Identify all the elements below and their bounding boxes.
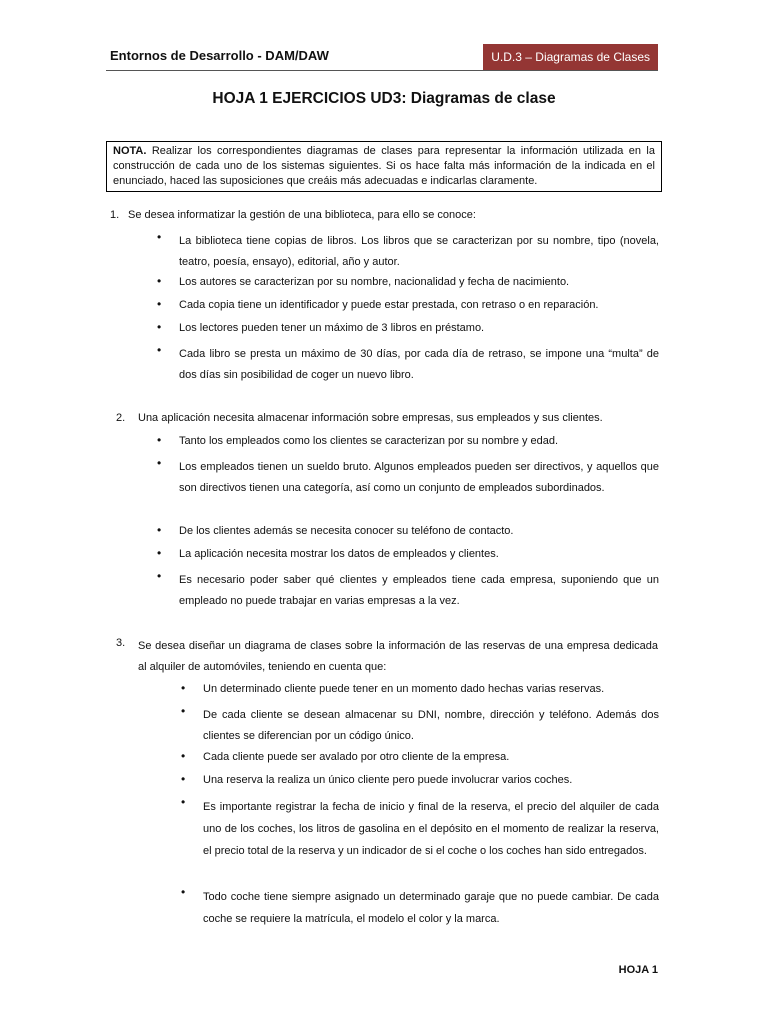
exercise-2-bullet: Los empleados tienen un sueldo bruto. Algunos empleados pueden ser directivos, y aquellos que son directivos tienen una categoría, así como un conjunto de empleados subordinados. — [179, 461, 659, 494]
bullet-icon: • — [157, 320, 162, 334]
exercise-3-bullet: Es importante registrar la fecha de inicio y final de la reserva, el precio del alquiler de cada uno de los coches, los litros de gasolina en el depósito en el momento de realizar la reserva, el precio total de la reserva y un indicador de si el coche o los coches han sido entregados. — [203, 801, 659, 857]
exercise-1-intro: Se desea informatizar la gestión de una biblioteca, para ello se conoce: — [128, 209, 476, 221]
bullet-icon: • — [157, 546, 162, 560]
exercise-3-bullet: Una reserva la realiza un único cliente pero puede involucrar varios coches. — [203, 774, 573, 786]
bullet-icon: • — [181, 885, 186, 899]
exercise-1-bullet: Cada copia tiene un identificador y puede estar prestada, con retraso o en reparación. — [179, 299, 599, 311]
bullet-icon: • — [181, 795, 186, 809]
exercise-2-bullet: Tanto los empleados como los clientes se caracterizan por su nombre y edad. — [179, 435, 559, 447]
page-title: HOJA 1 EJERCICIOS UD3: Diagramas de clase — [212, 90, 556, 107]
header-course-title: Entornos de Desarrollo - DAM/DAW — [110, 48, 329, 63]
page-footer-label: HOJA 1 — [618, 964, 658, 976]
bullet-icon: • — [157, 343, 162, 357]
exercise-1-bullet: Los lectores pueden tener un máximo de 3 libros en préstamo. — [179, 322, 485, 334]
exercise-3-bullet: Todo coche tiene siempre asignado un determinado garaje que no puede cambiar. De cada coche se requiere la matrícula, el modelo el color y la marca. — [203, 891, 659, 925]
exercise-1-bullet: La biblioteca tiene copias de libros. Los libros que se caracterizan por su nombre, tipo (novela, teatro, poesía, ensayo), editorial, año y autor. — [179, 235, 659, 268]
exercise-2-bullet: De los clientes además se necesita conocer su teléfono de contacto. — [179, 525, 514, 537]
bullet-icon: • — [157, 523, 162, 537]
exercise-1-number: 1. — [110, 209, 120, 221]
exercise-3-number: 3. — [116, 637, 126, 649]
bullet-icon: • — [181, 772, 186, 786]
bullet-icon: • — [157, 274, 162, 288]
exercise-2-number: 2. — [116, 412, 126, 424]
bullet-icon: • — [157, 569, 162, 583]
exercise-3-bullet: Un determinado cliente puede tener en un momento dado hechas varias reservas. — [203, 683, 605, 695]
bullet-icon: • — [157, 433, 162, 447]
bullet-icon: • — [181, 681, 186, 695]
page-header — [106, 44, 658, 71]
note-box — [106, 141, 662, 192]
bullet-icon: • — [157, 456, 162, 470]
bullet-icon: • — [157, 230, 162, 244]
exercise-3-intro: Se desea diseñar un diagrama de clases sobre la información de las reservas de una empresa dedicada al alquiler de automóviles, teniendo en cuenta que: — [138, 640, 658, 673]
note-label: NOTA. — [113, 145, 147, 157]
exercise-2-bullet: La aplicación necesita mostrar los datos de empleados y clientes. — [179, 548, 499, 560]
bullet-icon: • — [181, 704, 186, 718]
exercise-3-bullet: Cada cliente puede ser avalado por otro cliente de la empresa. — [203, 751, 510, 763]
bullet-icon: • — [157, 297, 162, 311]
bullet-icon: • — [181, 749, 186, 763]
exercise-1-bullet: Los autores se caracterizan por su nombre, nacionalidad y fecha de nacimiento. — [179, 276, 570, 288]
exercise-3-bullet: De cada cliente se desean almacenar su DNI, nombre, dirección y teléfono. Además dos clientes se diferencian por un código único. — [203, 709, 659, 742]
exercise-1-bullet: Cada libro se presta un máximo de 30 días, por cada día de retraso, se impone una “multa” de dos días sin posibilidad de coger un nuevo libro. — [179, 348, 659, 381]
header-unit-badge: U.D.3 – Diagramas de Clases — [483, 44, 658, 70]
note-text: Realizar los correspondientes diagramas de clases para representar la información utilizada en la construcción de cada uno de los sistemas siguientes. Si os hace falta más información de la indicada en el enunciado, haced las suposiciones que creáis más adecuadas e indicarlas claramente. — [113, 145, 655, 187]
exercise-2-bullet: Es necesario poder saber qué clientes y empleados tiene cada empresa, suponiendo que un empleado no puede trabajar en varias empresas a la vez. — [179, 574, 659, 607]
exercise-2-intro: Una aplicación necesita almacenar información sobre empresas, sus empleados y sus clientes. — [138, 412, 603, 424]
